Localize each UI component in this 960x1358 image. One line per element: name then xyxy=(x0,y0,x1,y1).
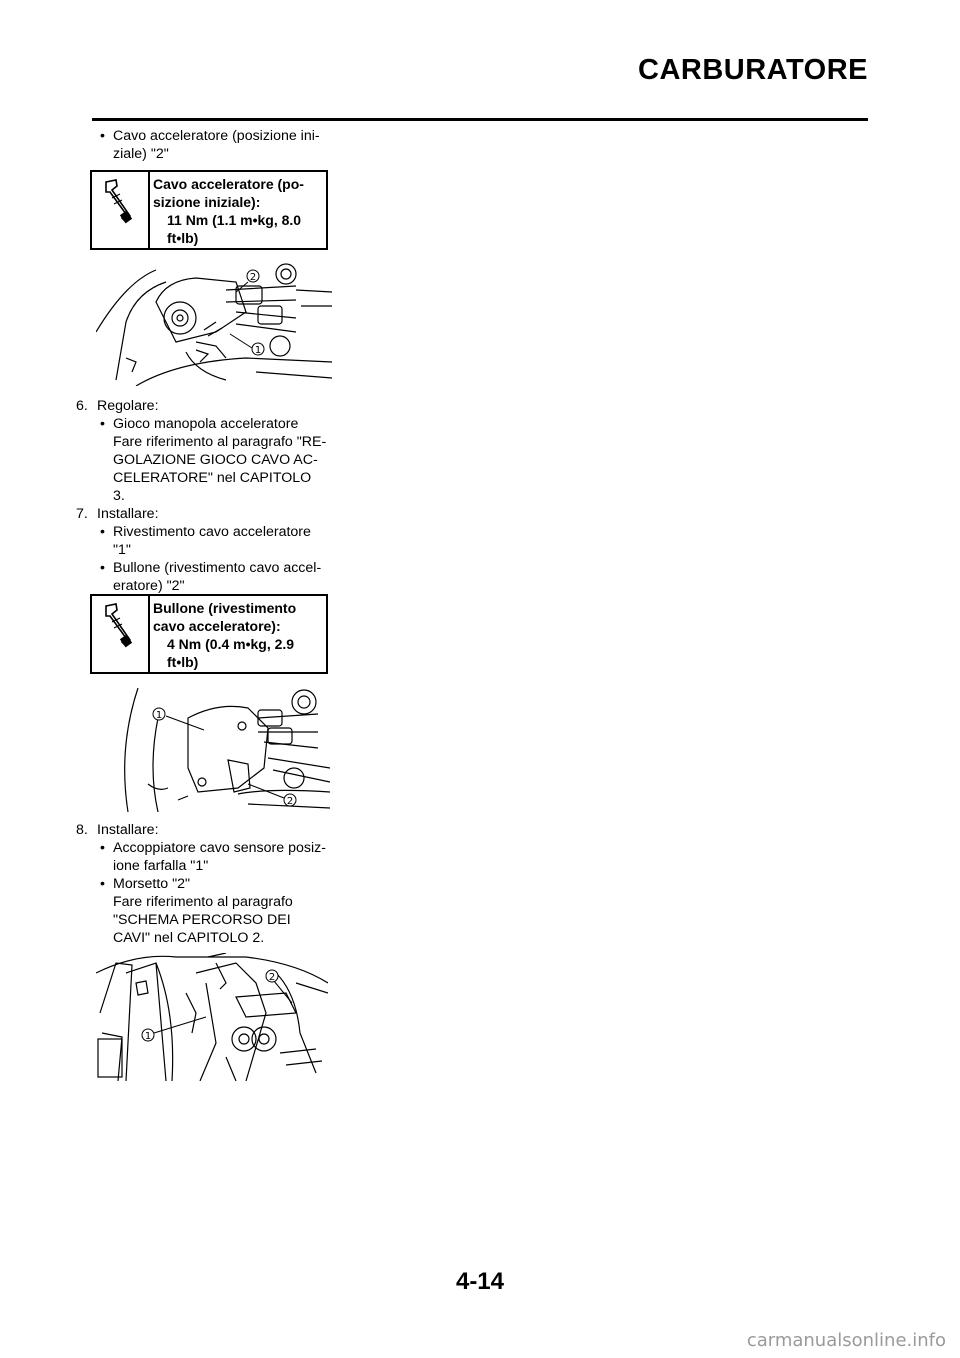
callout-label: 2 xyxy=(286,796,294,807)
bullet-item: • Accoppiatore cavo sensore posiz- ione farfalla "1" xyxy=(100,840,326,874)
callout-label: 2 xyxy=(249,272,257,283)
step-8-block xyxy=(76,821,338,947)
step-6: 6. Regolare: xyxy=(76,398,159,414)
sensor-coupler-figure-3 xyxy=(96,953,328,1081)
bullet-item: • Bullone (rivestimento cavo accel- eratore) "2" xyxy=(100,560,322,594)
torque-box-2: Bullone (rivestimento cavo acceleratore): 4 Nm (0.4 m•kg, 2.9 ft•lb) xyxy=(90,594,328,674)
wrench-icon xyxy=(92,172,150,248)
bullet-item: • Morsetto "2" Fare riferimento al paragrafo "SCHEMA PERCORSO DEI CAVI" nel CAPITOLO 2. xyxy=(100,876,293,946)
bullet-item: • Gioco manopola acceleratore Fare riferimento al paragrafo "RE- GOLAZIONE GIOCO CAVO AC- CELERATORE" nel CAPITOLO 3. xyxy=(100,416,327,504)
step-8: 8. Installare: xyxy=(76,822,159,838)
page-title: CARBURATORE xyxy=(638,54,868,86)
throttle-cable-figure-1 xyxy=(96,262,332,386)
steps-6-7 xyxy=(76,397,338,595)
wrench-icon xyxy=(92,596,150,672)
step-7: 7. Installare: xyxy=(76,506,159,522)
callout-label: 1 xyxy=(144,1031,152,1042)
page-number: 4-14 xyxy=(455,1268,505,1295)
watermark[interactable]: carmanualsonline.info xyxy=(746,1330,946,1351)
block-1 xyxy=(76,127,338,163)
torque-box-1: Cavo acceleratore (po- sizione iniziale): 11 Nm (1.1 m•kg, 8.0 ft•lb) xyxy=(90,170,328,250)
callout-label: 2 xyxy=(268,972,276,983)
callout-label: 1 xyxy=(254,345,262,356)
throttle-cable-figure-2 xyxy=(118,688,330,812)
callout-label: 1 xyxy=(155,710,163,721)
bullet-item: • Rivestimento cavo acceleratore "1" xyxy=(100,524,311,558)
bullet-item: • Cavo acceleratore (posizione ini- ziale) "2" xyxy=(100,128,320,162)
header-rule xyxy=(92,118,868,121)
